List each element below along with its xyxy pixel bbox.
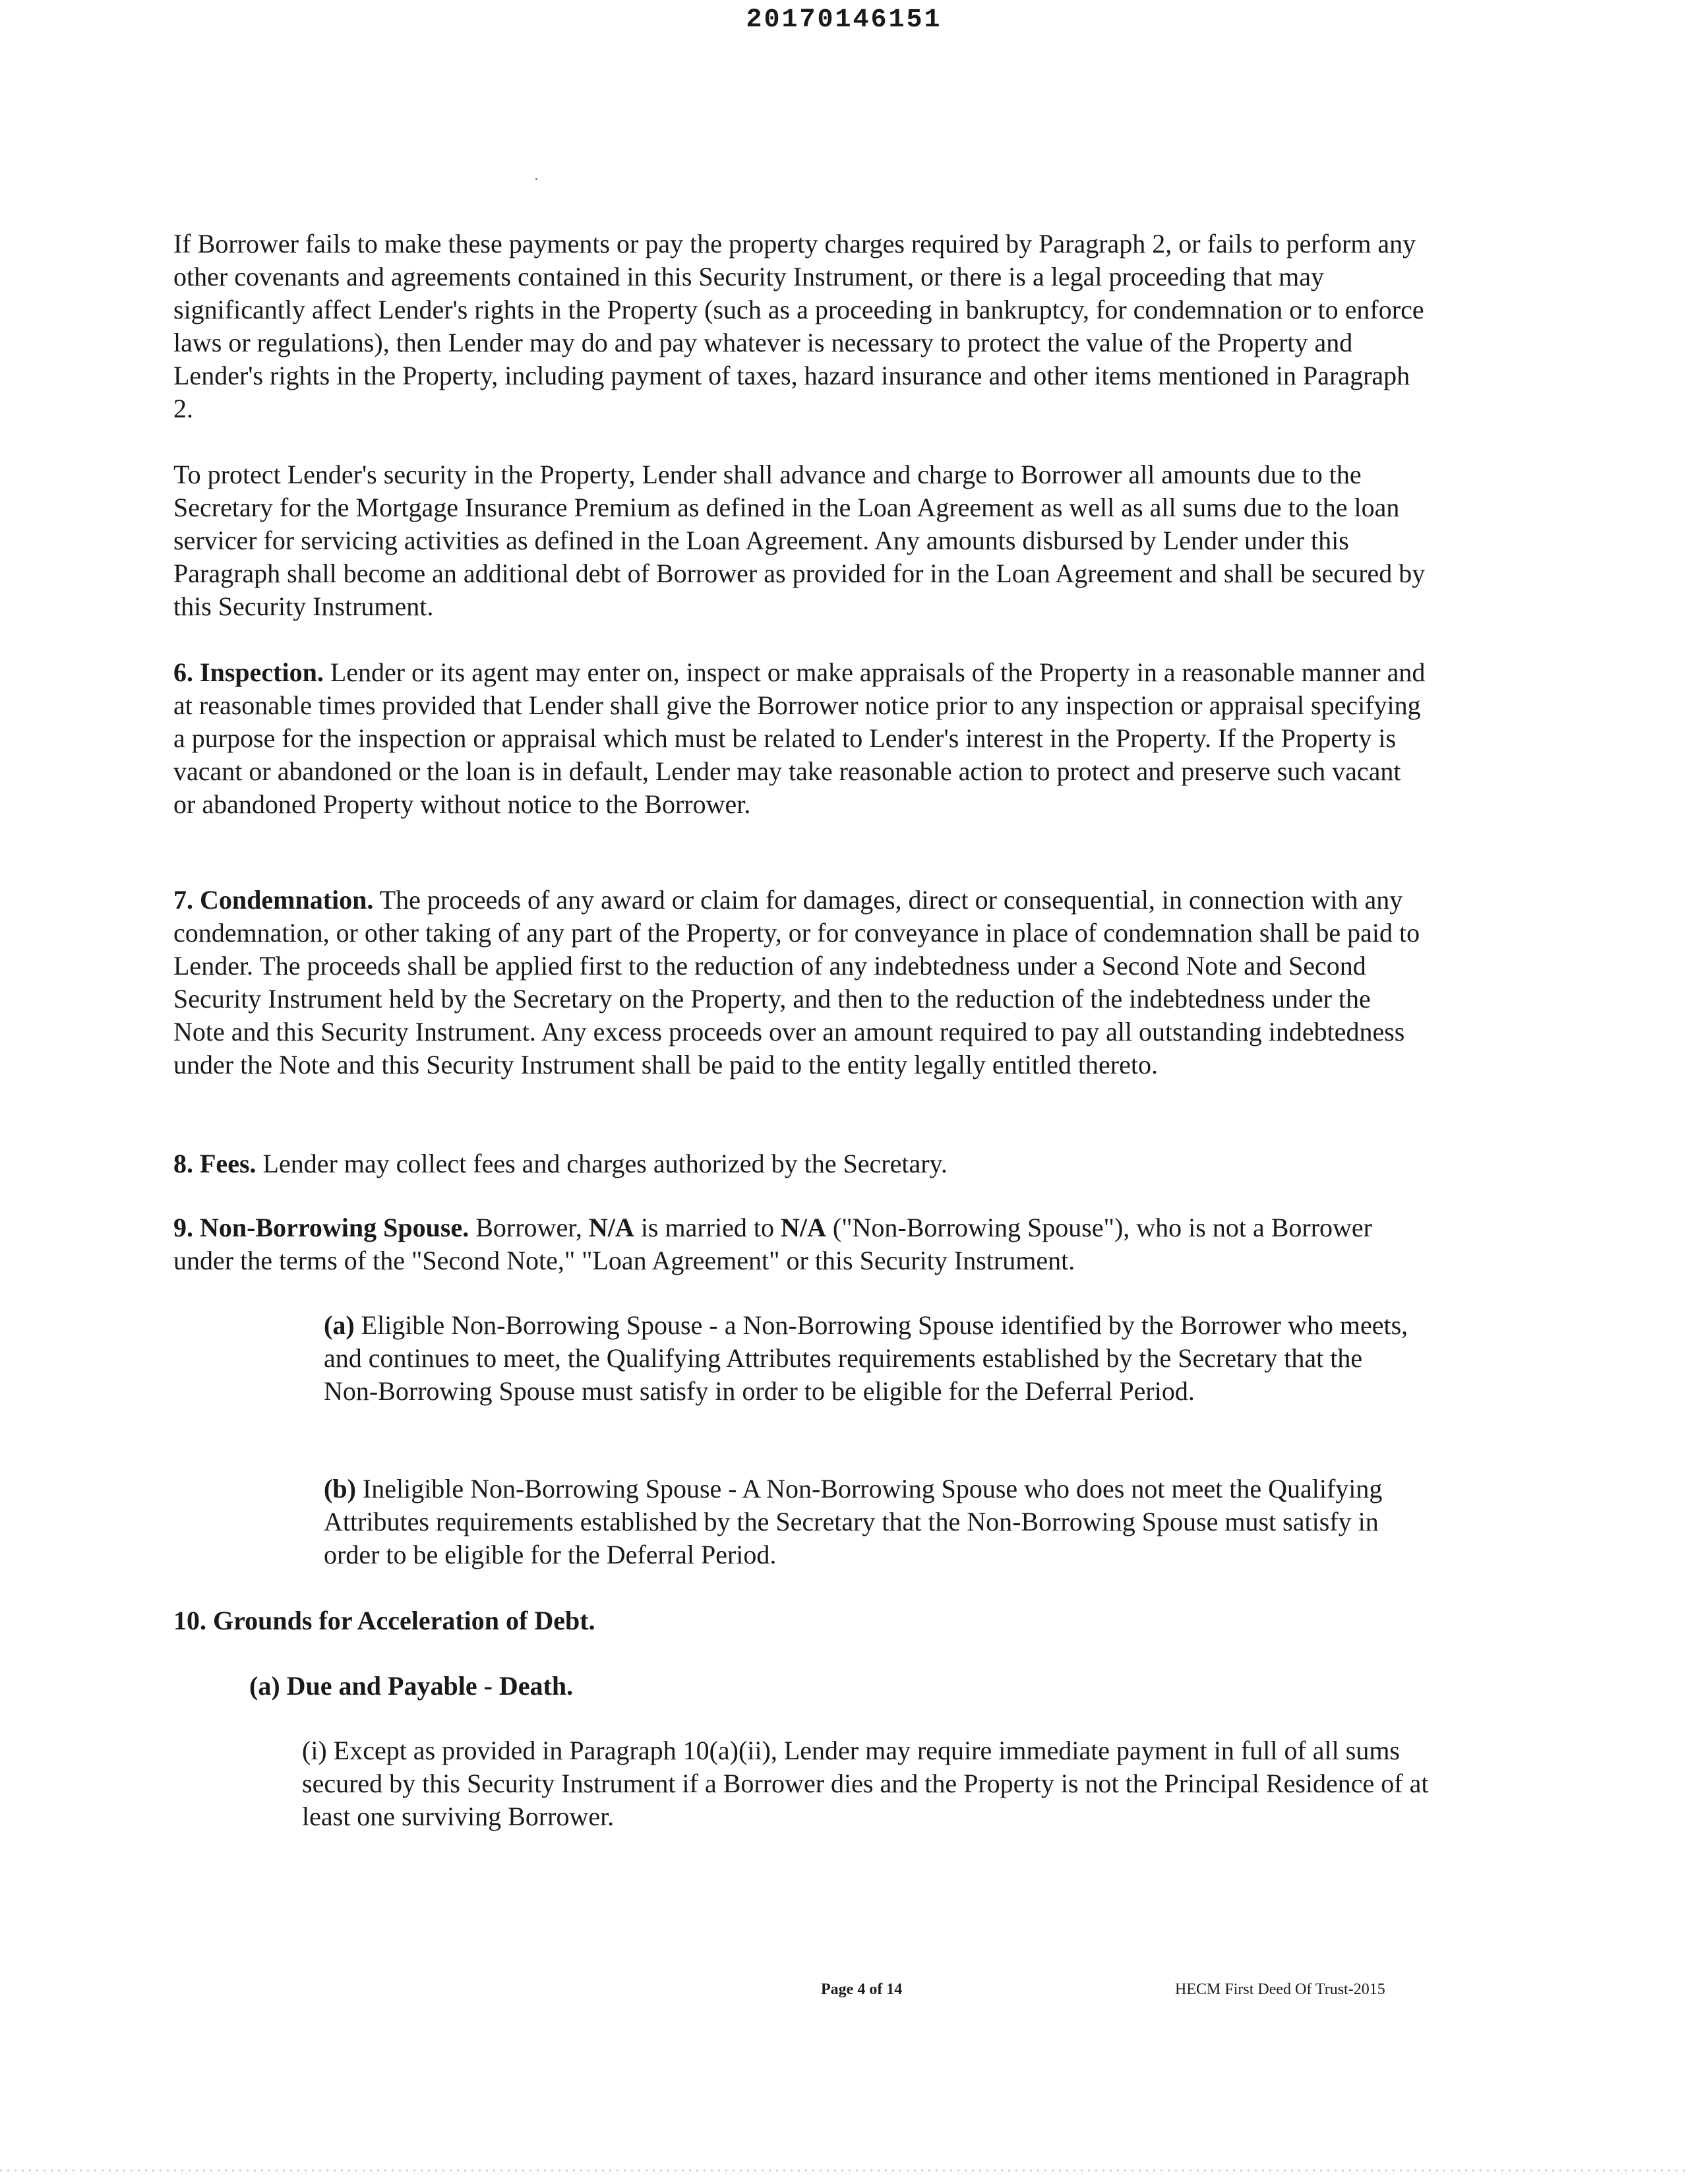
section-8-text: Lender may collect fees and charges authorized by the Secretary. bbox=[256, 1149, 948, 1178]
section-7-heading: 7. Condemnation. bbox=[173, 885, 374, 915]
form-name: HECM First Deed Of Trust-2015 bbox=[1175, 1981, 1385, 1998]
section-10a-heading-row bbox=[249, 1670, 1426, 1703]
section-8-heading: 8. Fees. bbox=[173, 1149, 256, 1178]
section-7-text: The proceeds of any award or claim for damages, direct or consequential, in connection with any condemnation, or other taking of any part of the Property, or for conveyance in place of condemnation shall be paid to Lender. The proceeds shall be applied first to the reduction of any indebtedness under a Second Note and Second Security Instrument held by the Secretary on the Property, and then to the reduction of the indebtedness under the Note and this Security Instrument. Any excess proceeds over an amount required to pay all outstanding indebtedness under the Note and this Security Instrument shall be paid to the entity legally entitled thereto. bbox=[173, 885, 1420, 1079]
section-9a-label: (a) bbox=[324, 1310, 355, 1340]
section-6-inspection bbox=[173, 656, 1426, 821]
section-9a-text: Eligible Non-Borrowing Spouse - a Non-Borrowing Spouse identified by the Borrower who meets, and continues to meet, the Qualifying Attributes requirements established by the Secretary that the Non-Borrowing Spouse must satisfy in order to be eligible for the Deferral Period. bbox=[324, 1310, 1408, 1406]
section-9-heading: 9. Non-Borrowing Spouse. bbox=[173, 1213, 469, 1242]
section-9-non-borrowing-spouse bbox=[173, 1211, 1426, 1277]
section-9-text-c: ("Non-Borrowing Spouse"), who is not a Borrower under the terms of the "Second Note," "Loan Agreement" or this Security Instrument. bbox=[173, 1213, 1372, 1275]
section-10a-i: (i) Except as provided in Paragraph 10(a)(ii), Lender may require immediate payment in full of all sums secured by this Security Instrument if a Borrower dies and the Property is not the Principal Residence of at least one surviving Borrower. bbox=[302, 1736, 1429, 1831]
section-9-spouse-value: N/A bbox=[780, 1213, 826, 1242]
section-9b-label: (b) bbox=[324, 1474, 356, 1503]
section-9-borrower-value: N/A bbox=[588, 1213, 634, 1242]
section-8-fees bbox=[173, 1147, 1426, 1180]
section-10-heading: 10. Grounds for Acceleration of Debt. bbox=[173, 1606, 595, 1635]
section-9b-ineligible-spouse bbox=[324, 1472, 1422, 1571]
scan-speck bbox=[535, 178, 537, 180]
section-9-text-a: Borrower, bbox=[469, 1213, 589, 1242]
section-6-text: Lender or its agent may enter on, inspect or make appraisals of the Property in a reasonable manner and at reasonable times provided that Lender shall give the Borrower notice prior to any inspection or appraisal specifying a purpose for the inspection or appraisal which must be related to Lender's interest in the Property. If the Property is vacant or abandoned or the loan is in default, Lender may take reasonable action to protect and preserve such vacant or abandoned Property without notice to the Borrower. bbox=[173, 657, 1426, 819]
paragraph-lender-security: To protect Lender's security in the Property, Lender shall advance and charge to Borrower all amounts due to the Secretary for the Mortgage Insurance Premium as defined in the Loan Agreement as well as all sums due to the loan servicer for servicing activities as defined in the Loan Agreement. Any amounts disbursed by Lender under this Paragraph shall become an additional debt of Borrower as provided for in the Loan Agreement and shall be secured by this Security Instrument. bbox=[173, 460, 1426, 621]
section-9-text-b: is married to bbox=[634, 1213, 781, 1242]
section-10a-heading: (a) Due and Payable - Death. bbox=[249, 1671, 574, 1701]
paragraph-borrower-failure: If Borrower fails to make these payments or pay the property charges required by Paragraph 2, or fails to perform any other covenants and agreements contained in this Security Instrument, or there is a legal proceeding that may significantly affect Lender's rights in the Property (such as a proceeding in bankruptcy, for condemnation or to enforce laws or regulations), then Lender may do and pay whatever is necessary to protect the value of the Property and Lender's rights in the Property, including payment of taxes, hazard insurance and other items mentioned in Paragraph 2. bbox=[173, 229, 1424, 423]
section-10-heading-row bbox=[173, 1604, 1426, 1637]
scan-edge-artifact bbox=[0, 2169, 1688, 2171]
page-number: Page 4 of 14 bbox=[821, 1981, 903, 1998]
section-7-condemnation bbox=[173, 884, 1426, 1081]
section-9a-eligible-spouse bbox=[324, 1309, 1422, 1408]
section-6-heading: 6. Inspection. bbox=[173, 657, 324, 687]
section-9b-text: Ineligible Non-Borrowing Spouse - A Non-Borrowing Spouse who does not meet the Qualifying Attributes requirements established by the Secretary that the Non-Borrowing Spouse must satisfy in order to be eligible for the Deferral Period. bbox=[324, 1474, 1383, 1569]
document-number: 20170146151 bbox=[746, 5, 942, 35]
